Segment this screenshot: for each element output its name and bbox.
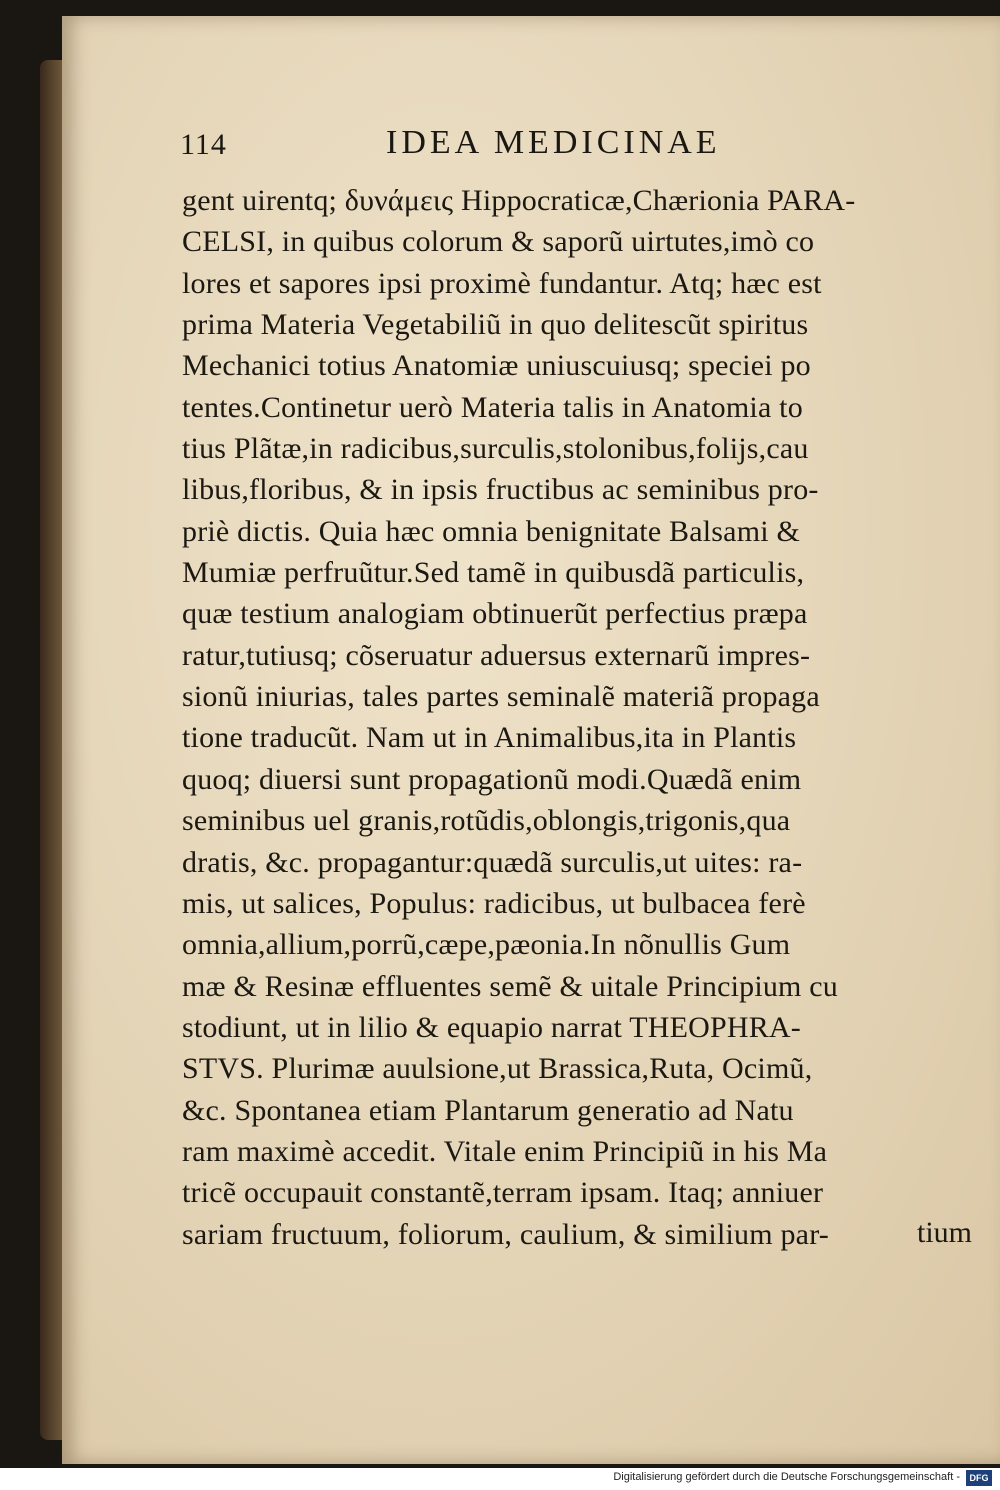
text-line: libus,floribus, & in ipsis fructibus ac seminibus pro-: [182, 473, 819, 507]
text-line: quoq; diuersi sunt propagationũ modi.Quædã enim: [182, 762, 802, 796]
dfg-logo: DFG: [966, 1470, 992, 1486]
text-line: ratur,tutiusq; cõseruatur aduersus externarũ impres-: [182, 638, 811, 672]
funding-credit: Digitalisierung gefördert durch die Deutsche Forschungsgemeinschaft -: [613, 1471, 960, 1483]
text-line: sionũ iniurias, tales partes seminalẽ materiã propaga: [182, 680, 820, 714]
text-line: Mechanici totius Anatomiæ uniuscuiusq; speciei po: [182, 349, 811, 383]
body-text: [182, 180, 982, 1255]
text-line: omnia,allium,porrũ,cæpe,pæonia.In nõnullis Gum: [182, 928, 791, 962]
text-line: prima Materia Vegetabiliũ in quo delitescũt spiritus: [182, 308, 809, 342]
text-line: sariam fructuum, foliorum, caulium, & similium par-: [182, 1217, 829, 1251]
text-line: priè dictis. Quia hæc omnia benignitate Balsami &: [182, 514, 801, 548]
text-line: gent uirentq; δυνάμεις Hippocraticæ,Chærionia PARA-: [182, 184, 856, 217]
text-line: tentes.Continetur uerò Materia talis in Anatomia to: [182, 390, 803, 424]
text-line: dratis, &c. propagantur:quædã surculis,ut uites: ra-: [182, 845, 803, 879]
text-line: STVS. Plurimæ auulsione,ut Brassica,Ruta, Ocimũ,: [182, 1052, 813, 1086]
page-number: 114: [180, 128, 227, 161]
text-line: tius Plãtæ,in radicibus,surculis,stolonibus,folijs,cau: [182, 432, 809, 466]
text-line: ram maximè accedit. Vitale enim Principiũ in his Ma: [182, 1134, 828, 1168]
text-line: stodiunt, ut in lilio & equapio narrat THEOPHRA-: [182, 1010, 801, 1044]
catchword: tium: [916, 1216, 972, 1249]
text-line: mis, ut salices, Populus: radicibus, ut bulbacea ferè: [182, 886, 806, 920]
text-line: mæ & Resinæ effluentes semẽ & uitale Principium cu: [182, 969, 839, 1003]
text-line: Mumiæ perfruũtur.Sed tamẽ in quibusdã particulis,: [182, 556, 805, 590]
text-line: tione traducũt. Nam ut in Animalibus,ita in Plantis: [182, 721, 797, 755]
text-line: quæ testium analogiam obtinuerũt perfectius præpa: [182, 597, 808, 631]
running-head: IDEA MEDICINAE: [386, 124, 721, 161]
text-line: lores et sapores ipsi proximè fundantur. Atq; hæc est: [182, 266, 822, 300]
text-line: &c. Spontanea etiam Plantarum generatio ad Natu: [182, 1093, 794, 1127]
text-line: seminibus uel granis,rotũdis,oblongis,trigonis,qua: [182, 804, 791, 838]
text-line: CELSI, in quibus colorum & saporũ uirtutes,imò co: [182, 225, 815, 259]
text-line: tricẽ occupauit constantẽ,terram ipsam. Itaq; anniuer: [182, 1176, 824, 1210]
